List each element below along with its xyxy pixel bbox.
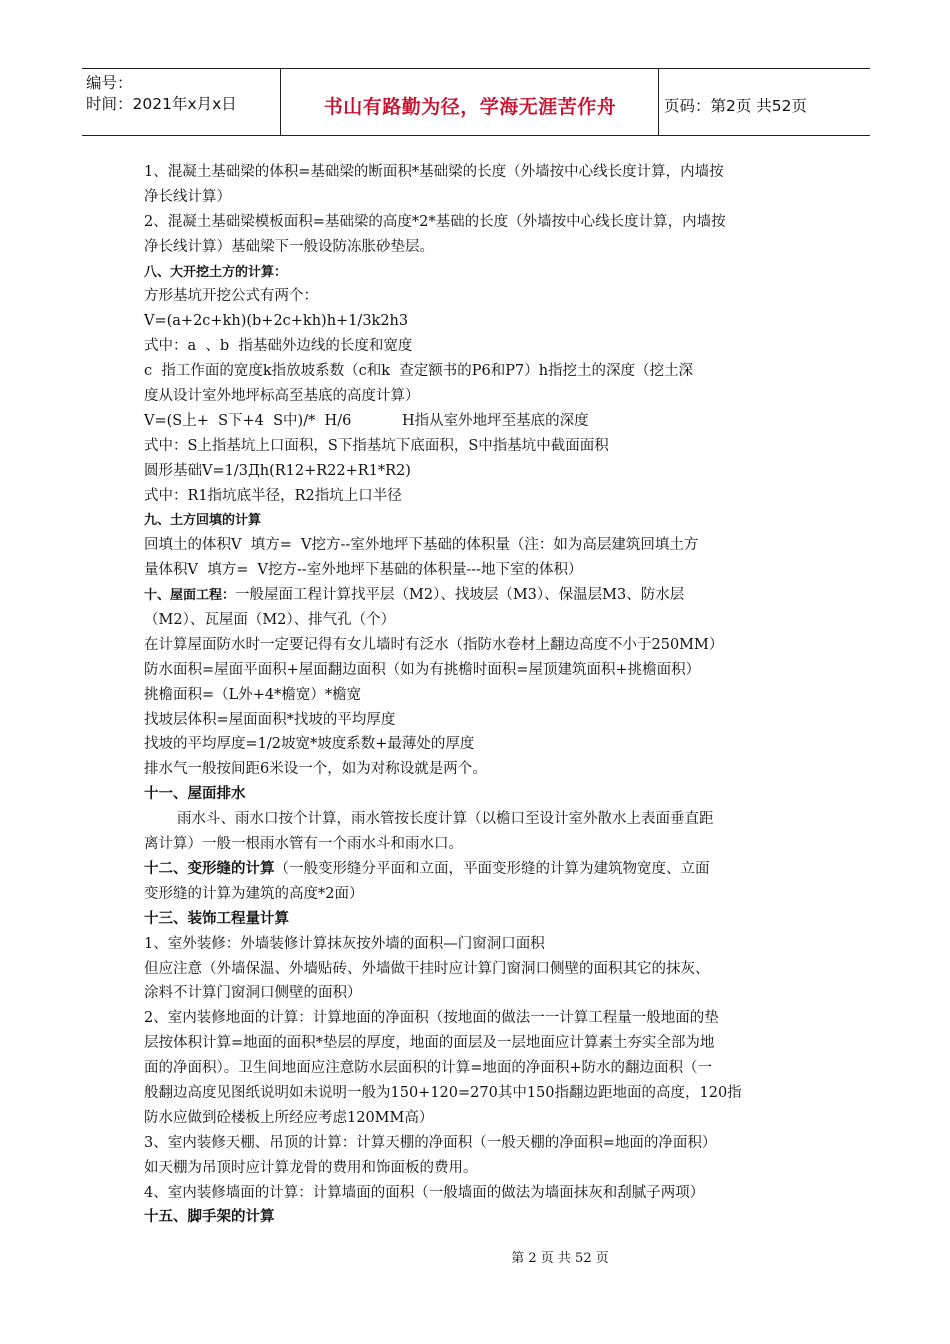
body-text: 1、混凝土基础梁的体积=基础梁的断面积*基础梁的长度（外墙按中心线长度计算，内墙按 (144, 164, 724, 180)
paragraph-line (144, 235, 814, 260)
body-text: 式中：R1指坑底半径，R2指坑上口半径 (144, 487, 402, 504)
document-number-label: 编号： (86, 74, 133, 92)
body-text: 找坡层体积=屋面面积*找坡的平均厚度 (144, 711, 396, 728)
header-meta (86, 73, 276, 115)
section-heading: 九、土方回填的计算 (144, 513, 262, 529)
paragraph-line (144, 633, 814, 658)
header-divider (658, 69, 659, 135)
body-text: 防水面积=屋面平面积+屋面翻边面积（如为有挑檐时面积=屋顶建筑面积+挑檐面积） (144, 661, 701, 678)
paragraph-line (144, 284, 814, 309)
paragraph-line (144, 1106, 814, 1131)
paragraph-line (144, 757, 814, 782)
body-text: 4、室内装修墙面的计算：计算墙面的面积（一般墙面的做法为墙面抹灰和刮腻子两项） (144, 1184, 705, 1201)
body-text: 层按体积计算=地面的面积*垫层的厚度，地面的面层及一层地面应计算素土夯实全部为地 (144, 1035, 715, 1052)
paragraph-line (144, 309, 814, 334)
body-text: 度从设计室外地坪标高至基底的高度计算） (144, 388, 420, 405)
paragraph-line (144, 409, 814, 434)
paragraph-line (144, 708, 814, 733)
section-heading: 十三、装饰工程量计算 (144, 910, 289, 927)
section-heading: 十二、变形缝的计算 (144, 860, 275, 877)
body-text: （一般变形缝分平面和立面，平面变形缝的计算为建筑物宽度、立面 (274, 860, 710, 877)
paragraph-line (144, 210, 814, 235)
body-text: 式中：S上指基坑上口面积，S下指基坑下底面积，S中指基坑中截面面积 (144, 437, 609, 454)
body-text: 3、室内装修天棚、吊顶的计算：计算天棚的净面积（一般天棚的净面积=地面的净面积） (144, 1134, 717, 1151)
paragraph-line (144, 608, 814, 633)
paragraph-line (144, 957, 814, 982)
body-text: 涂料不计算门窗洞口侧壁的面积） (144, 985, 362, 1002)
section-line (144, 508, 814, 533)
body-text: （M2）、瓦屋面（M2）、排气孔（个） (144, 612, 396, 629)
paragraph-line (144, 1031, 814, 1056)
paragraph-line (144, 434, 814, 459)
section-line (144, 260, 814, 285)
document-date-label: 时间：2021年x月x日 (86, 95, 237, 113)
paragraph-line (144, 484, 814, 509)
document-body (144, 160, 814, 1230)
section-heading: 十一、屋面排水 (144, 786, 246, 803)
body-text: 雨水斗、雨水口按个计算，雨水管按长度计算（以檐口至设计室外散水上表面垂直距 (177, 811, 714, 828)
paragraph-line (144, 1006, 814, 1031)
body-text: V=(S上+ S下+4 S中)/* H/6 H指从室外地坪至基底的深度 (144, 412, 589, 429)
section-line (144, 857, 814, 882)
body-text: 防水应做到砼楼板上所经应考虑120MM高） (144, 1109, 434, 1126)
page-header (82, 68, 870, 136)
section-heading: 十、屋面工程： (144, 588, 236, 604)
body-text: 变形缝的计算为建筑的高度*2面） (144, 885, 364, 902)
paragraph-line (144, 533, 814, 558)
paragraph-line (144, 1181, 814, 1206)
paragraph-line (144, 334, 814, 359)
body-text: 排水气一般按间距6米设一个，如为对称设就是两个。 (144, 761, 487, 778)
paragraph-line (144, 658, 814, 683)
section-heading: 八、大开挖土方的计算： (144, 264, 288, 280)
body-text: 回填土的体积V 填方= V挖方--室外地坪下基础的体积量（注：如为高层建筑回填土方 (144, 537, 699, 554)
paragraph-line (144, 1056, 814, 1081)
body-text: 找坡的平均厚度=1/2坡宽*坡度系数+最薄处的厚度 (144, 736, 475, 753)
body-text: 面的净面积）。卫生间地面应注意防水层面积的计算=地面的净面积+防水的翻边面积（一 (144, 1060, 713, 1077)
paragraph-line (144, 359, 814, 384)
paragraph-line (144, 882, 814, 907)
header-page-number: 页码：第2页 共52页 (664, 97, 808, 115)
body-text: 净长线计算） (144, 188, 231, 205)
body-text: 式中：a 、b 指基础外边线的长度和宽度 (144, 338, 413, 355)
paragraph-line (144, 807, 814, 832)
header-motto: 书山有路勤为径，学海无涯苦作舟 (323, 95, 617, 118)
body-text: c 指工作面的宽度k指放坡系数（c和k 查定额书的P6和P7）h指挖土的深度（挖土深 (144, 363, 694, 380)
body-text: 在计算屋面防水时一定要记得有女儿墙时有泛水（指防水卷材上翻边高度不小于250MM） (144, 636, 724, 653)
body-text: 2、混凝土基础梁模板面积=基础梁的高度*2*基础的长度（外墙按中心线长度计算，内墙按 (144, 213, 726, 230)
paragraph-line (144, 185, 814, 210)
body-text: 量体积V 填方= V挖方--室外地坪下基础的体积量---地下室的体积） (144, 562, 583, 579)
paragraph-line (144, 1156, 814, 1181)
section-line (144, 583, 814, 608)
paragraph-line (144, 558, 814, 583)
section-line (144, 907, 814, 932)
header-divider (280, 69, 281, 135)
body-text: 2、室内装修地面的计算：计算地面的净面积（按地面的做法一一计算工程量一般地面的垫 (144, 1010, 719, 1027)
body-text: V=(a+2c+kh)(b+2c+kh)h+1/3k2h3 (144, 313, 409, 330)
section-line (144, 782, 814, 807)
paragraph-line (144, 160, 814, 185)
paragraph-line (144, 981, 814, 1006)
body-text: 方形基坑开挖公式有两个： (144, 288, 318, 305)
paragraph-line (144, 932, 814, 957)
paragraph-line (144, 732, 814, 757)
page-footer: 第 2 页 共 52 页 (511, 1251, 609, 1266)
section-heading: 十五、脚手架的计算 (144, 1209, 275, 1226)
paragraph-line (144, 683, 814, 708)
body-text: 离计算）一般一根雨水管有一个雨水斗和雨水口。 (144, 836, 463, 853)
body-text: 圆形基础V=1/3Дh(R12+R22+R1*R2) (144, 462, 411, 479)
paragraph-line (144, 832, 814, 857)
body-text: 一般屋面工程计算找平层（M2）、找坡层（M3）、保温层M3、防水层 (235, 587, 685, 604)
section-line (144, 1205, 814, 1230)
paragraph-line (144, 459, 814, 484)
body-text: 净长线计算）基础梁下一般设防冻胀砂垫层。 (144, 238, 434, 255)
body-text: 但应注意（外墙保温、外墙贴砖、外墙做干挂时应计算门窗洞口侧壁的面积其它的抹灰、 (144, 960, 710, 977)
paragraph-line (144, 1131, 814, 1156)
paragraph-line (144, 384, 814, 409)
body-text: 如天棚为吊顶时应计算龙骨的费用和饰面板的费用。 (144, 1159, 478, 1176)
paragraph-line (144, 1081, 814, 1106)
body-text: 挑檐面积=（L外+4*檐宽）*檐宽 (144, 686, 362, 703)
body-text: 1、室外装修：外墙装修计算抹灰按外墙的面积—门窗洞口面积 (144, 935, 545, 952)
body-text: 般翻边高度见图纸说明如未说明一般为150+120=270其中150指翻边距地面的高度，120指 (144, 1084, 742, 1101)
